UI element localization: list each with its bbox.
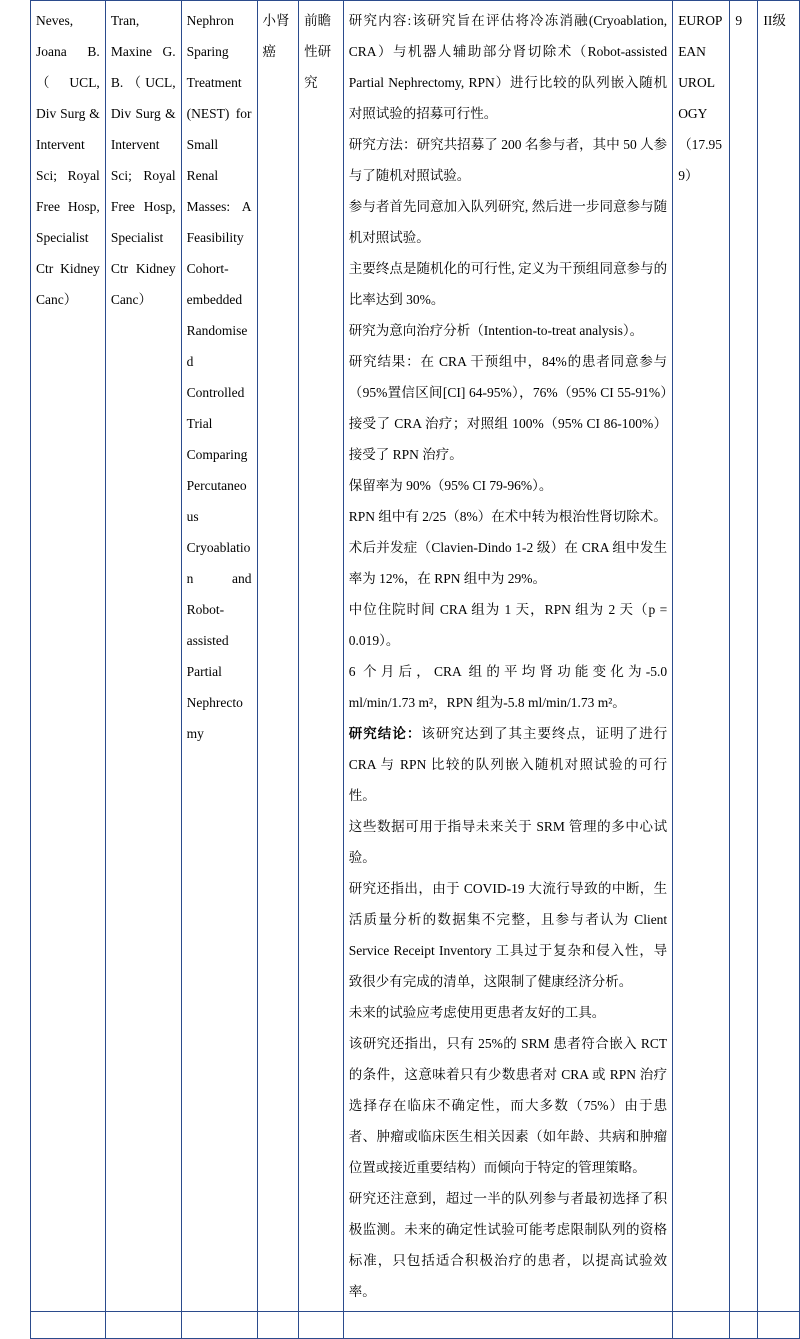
authors-primary-text: Neves, Joana B.（UCL, Div Surg & Intervent Sci; Royal Free Hosp, Specialist Ctr Kidney Canc） (36, 13, 100, 307)
content-paragraph: 研究内容:该研究旨在评估将冷冻消融(Cryoablation, CRA）与机器人辅助部分肾切除术（Robot-assisted Partial Nephrectomy, RPN）进行比较的队列嵌入随机对照试验的招募可行性。 (348, 13, 668, 121)
grade-text: II级 (763, 13, 786, 28)
table-row (31, 1, 800, 1312)
cell-next-3 (181, 1312, 257, 1339)
cell-study-type (299, 1, 344, 1312)
study-type-text: 前瞻性研究 (304, 13, 332, 90)
content-paragraph: 参与者首先同意加入队列研究, 然后进一步同意参与随机对照试验。 (348, 199, 668, 245)
content-paragraph: 研究结果：在 CRA 干预组中，84%的患者同意参与（95%置信区间[CI] 64-95%），76%（95% CI 55-91%）接受了 CRA 治疗；对照组 100%（95% CI 86-100%）接受了 RPN 治疗。 (348, 354, 668, 462)
authors-secondary-text: Tran, Maxine G. B.（UCL, Div Surg & Intervent Sci; Royal Free Hosp, Specialist Ctr Kidney Canc） (110, 13, 176, 307)
cell-next-1 (31, 1312, 106, 1339)
content-paragraph: 该研究还指出，只有 25%的 SRM 患者符合嵌入 RCT 的条件，这意味着只有少数患者对 CRA 或 RPN 治疗选择存在临床不确定性，而大多数（75%）由于患者、肿瘤或临床医生相关因素（如年龄、共病和肿瘤位置或接近重要结构）而倾向于特定的管理策略。 (348, 1036, 668, 1175)
cell-next-8 (730, 1312, 758, 1339)
content-paragraph: 中位住院时间 CRA 组为 1 天，RPN 组为 2 天（p = 0.019）。 (348, 602, 668, 648)
content-paragraph: 研究还指出，由于 COVID-19 大流行导致的中断，生活质量分析的数据集不完整，且参与者认为 Client Service Receipt Inventory 工具过于复杂和侵入性，导致很少有完成的清单，这限制了健康经济分析。 (348, 881, 668, 989)
disease-text: 小肾癌 (262, 13, 290, 59)
journal-text: EUROPEAN UROLOGY（17.959） (678, 13, 723, 183)
cell-next-5 (299, 1312, 344, 1339)
cell-disease (257, 1, 299, 1312)
cell-authors-primary (31, 1, 106, 1312)
content-paragraph: 研究方法：研究共招募了 200 名参与者，其中 50 人参与了随机对照试验。 (348, 137, 668, 183)
table-row-next (31, 1312, 800, 1339)
cell-number (730, 1, 758, 1312)
content-paragraph: 保留率为 90%（95% CI 79-96%）。 (348, 478, 553, 493)
content-paragraph: 研究还注意到，超过一半的队列参与者最初选择了积极监测。未来的确定性试验可能考虑限制队列的资格标准，只包括适合积极治疗的患者，以提高试验效率。 (348, 1191, 668, 1299)
content-paragraph: RPN 组中有 2/25（8%）在术中转为根治性肾切除术。 (348, 509, 667, 524)
content-paragraph: 未来的试验应考虑使用更患者友好的工具。 (348, 1005, 606, 1020)
content-paragraph: 研究为意向治疗分析（Intention-to-treat analysis）。 (348, 323, 644, 338)
content-paragraph: 主要终点是随机化的可行性, 定义为干预组同意参与的比率达到 30%。 (348, 261, 668, 307)
cell-next-4 (257, 1312, 299, 1339)
literature-table (30, 0, 800, 1339)
study-content-paragraphs (349, 5, 667, 1307)
cell-grade (758, 1, 800, 1312)
cell-study-content (343, 1, 672, 1312)
study-title-text: Nephron Sparing Treatment (NEST) for Small Renal Masses: A Feasibility Cohort-embedded Randomised Controlled Trial Comparing Percutaneous Cryoablation and Robot-assisted Partial Nephrectomy (186, 13, 252, 741)
cell-next-7 (673, 1312, 730, 1339)
number-text: 9 (735, 13, 743, 28)
cell-authors-secondary (105, 1, 181, 1312)
content-paragraph: 研究结论：该研究达到了其主要终点，证明了进行 CRA 与 RPN 比较的队列嵌入随机对照试验的可行性。 (348, 726, 668, 803)
cell-journal (673, 1, 730, 1312)
content-paragraph: 术后并发症（Clavien-Dindo 1-2 级）在 CRA 组中发生率为 12%，在 RPN 组中为 29%。 (348, 540, 668, 586)
cell-next-6 (343, 1312, 672, 1339)
cell-next-9 (758, 1312, 800, 1339)
content-paragraph: 这些数据可用于指导未来关于 SRM 管理的多中心试验。 (348, 819, 668, 865)
cell-next-2 (105, 1312, 181, 1339)
content-paragraph: 6 个月后，CRA 组的平均肾功能变化为-5.0 ml/min/1.73 m²，RPN 组为-5.8 ml/min/1.73 m²。 (348, 664, 668, 710)
cell-study-title (181, 1, 257, 1312)
